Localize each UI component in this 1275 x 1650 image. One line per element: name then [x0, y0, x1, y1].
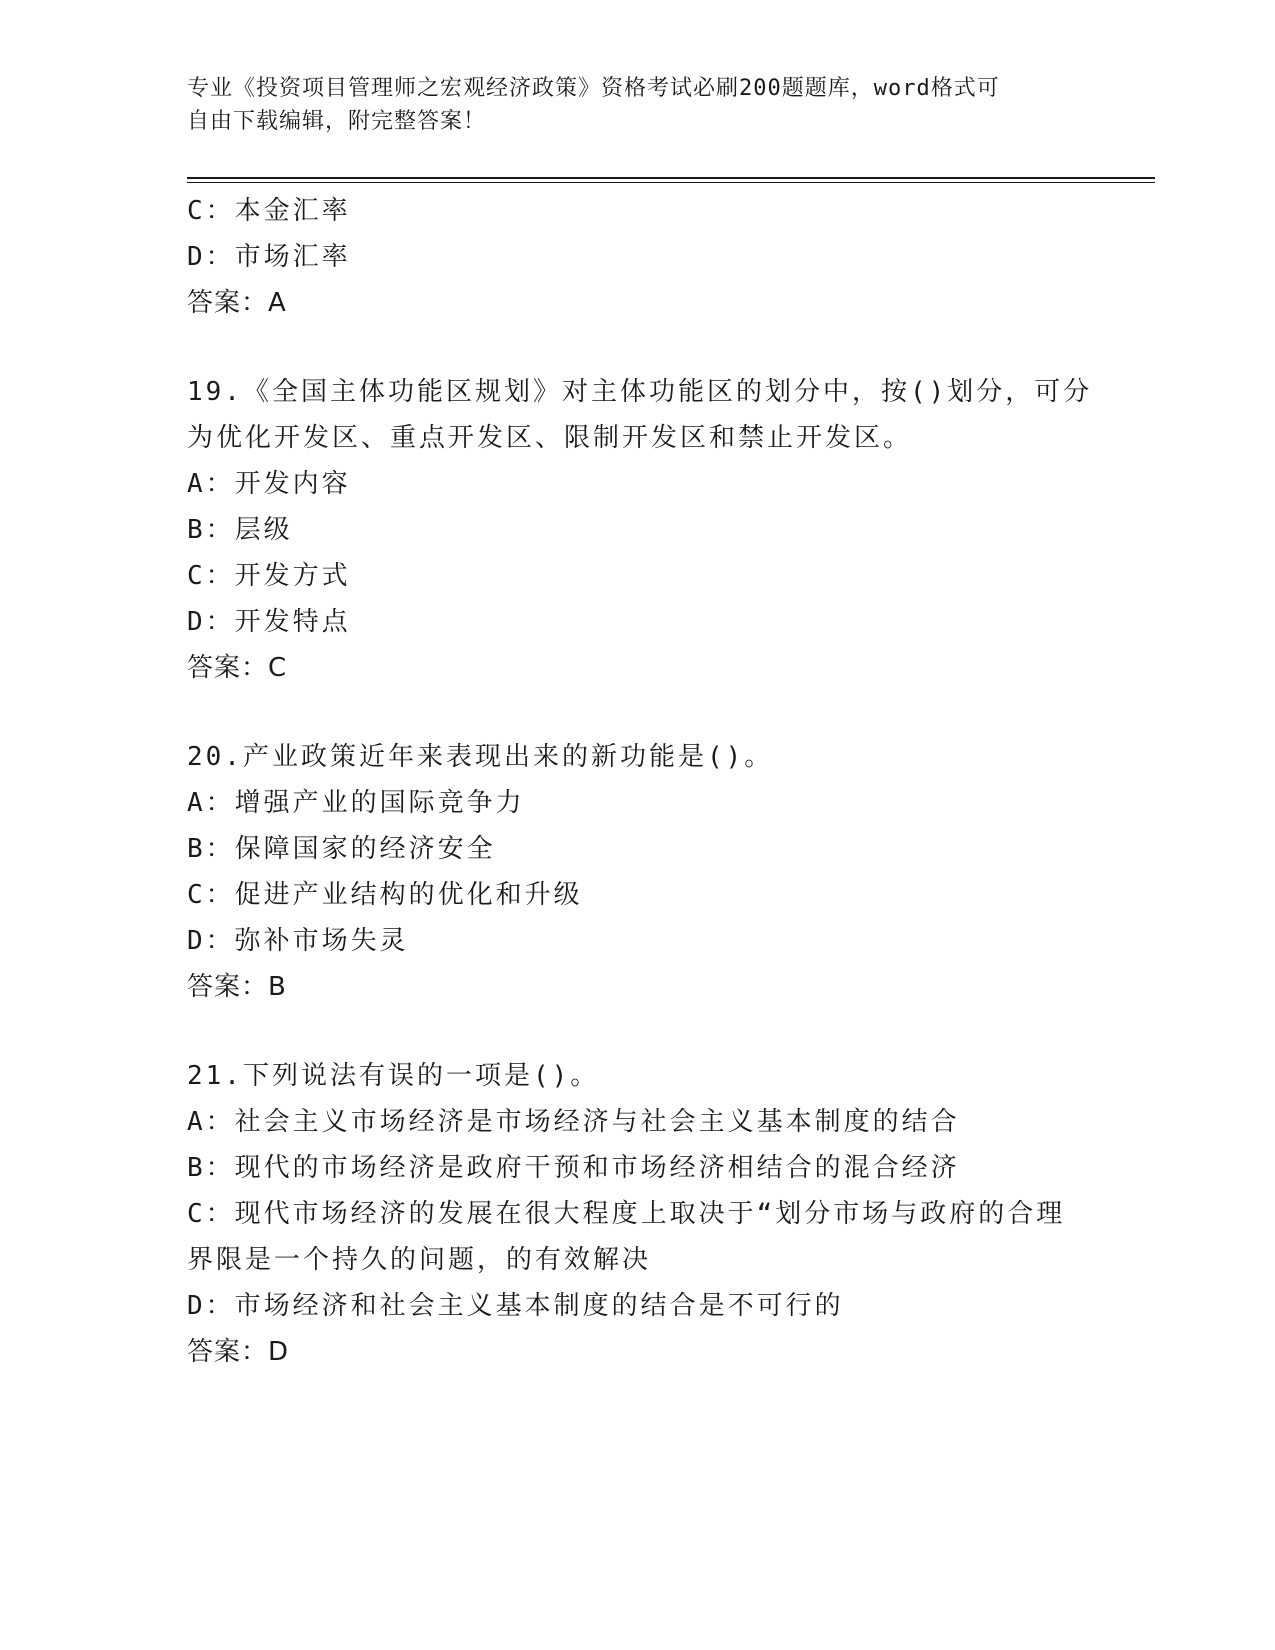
question-19: [187, 369, 1093, 691]
question-18-fragment: [187, 188, 1087, 326]
option-a: A：社会主义市场经济是市场经济与社会主义基本制度的结合: [187, 1107, 960, 1137]
answer-line: 答案：C: [187, 653, 288, 683]
header-line-1: 专业《投资项目管理师之宏观经济政策》资格考试必刷200题题库，word格式可: [187, 76, 1000, 101]
spacer: [187, 1010, 1087, 1053]
answer-line: 答案：D: [187, 1337, 290, 1367]
option-d: D：弥补市场失灵: [187, 926, 409, 956]
header-divider-thick: [187, 177, 1155, 179]
option-c: C：现代市场经济的发展在很大程度上取决于“划分市场与政府的合理: [187, 1199, 1066, 1229]
option-d: D：市场经济和社会主义基本制度的结合是不可行的: [187, 1291, 844, 1321]
option-b: B：现代的市场经济是政府干预和市场经济相结合的混合经济: [187, 1153, 960, 1183]
header-divider-thin: [187, 182, 1155, 183]
answer-line: 答案：B: [187, 972, 287, 1002]
answer-line: 答案：A: [187, 288, 287, 318]
option-c: C：开发方式: [187, 561, 351, 591]
question-21: [187, 1053, 1087, 1375]
question-stem: 21.下列说法有误的一项是()。: [187, 1061, 600, 1091]
question-stem: 19.《全国主体功能区规划》对主体功能区的划分中，按()划分，可分: [187, 377, 1093, 407]
option-b: B：层级: [187, 515, 293, 545]
question-20: [187, 734, 1087, 1010]
option-a: A：开发内容: [187, 469, 351, 499]
option-c: C：本金汇率: [187, 196, 351, 226]
option-a: A：增强产业的国际竞争力: [187, 788, 525, 818]
option-d: D：市场汇率: [187, 242, 351, 272]
question-stem-continued: 为优化开发区、重点开发区、限制开发区和禁止开发区。: [187, 423, 913, 453]
option-d: D：开发特点: [187, 607, 351, 637]
option-b: B：保障国家的经济安全: [187, 834, 496, 864]
document-body: [187, 188, 1093, 1375]
page-header: [187, 72, 1067, 138]
spacer: [187, 691, 1087, 734]
question-stem: 20.产业政策近年来表现出来的新功能是()。: [187, 742, 774, 772]
header-line-2: 自由下载编辑，附完整答案！: [187, 109, 487, 134]
option-c-continued: 界限是一个持久的问题，的有效解决: [187, 1245, 652, 1275]
spacer: [187, 326, 1087, 369]
option-c: C：促进产业结构的优化和升级: [187, 880, 583, 910]
